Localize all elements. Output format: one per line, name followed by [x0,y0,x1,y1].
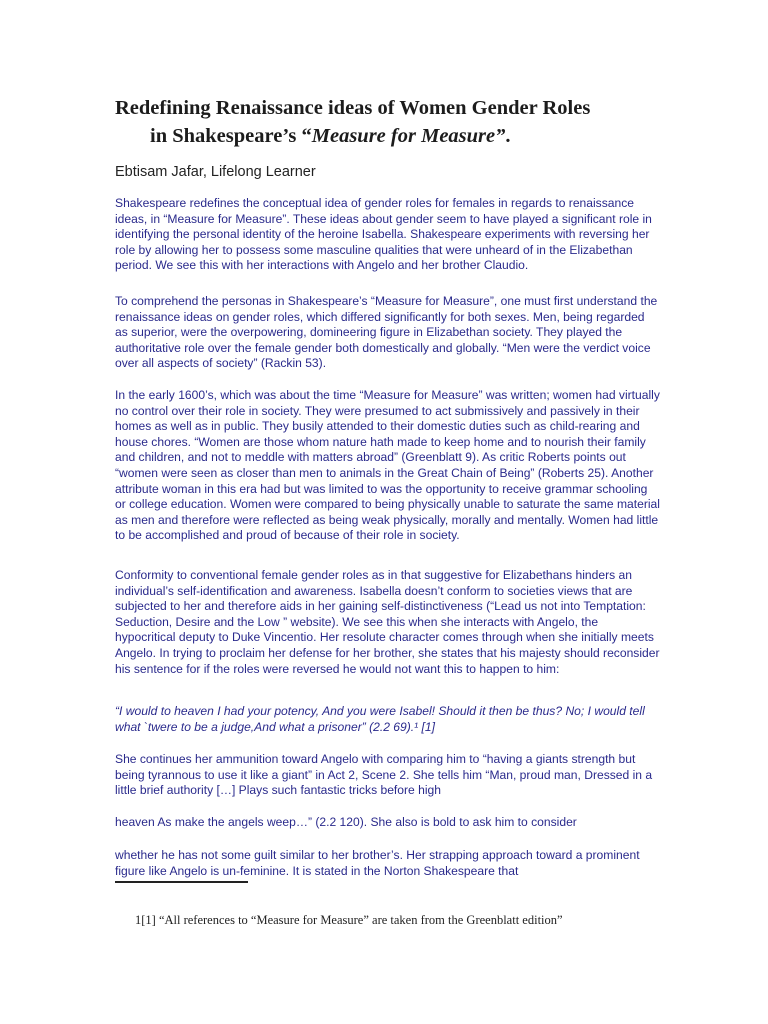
quote-paragraph: “I would to heaven I had your potency, And you were Isabel! Should it then be thus? No; I would tell what `twere to be a judge,And what a prisoner” (2.2 69).¹ [1] [115,704,645,734]
paragraph-7: whether he has not some guilt similar to her brother’s. Her strapping approach toward a prominent figure like Angelo is un-feminine. It is stated in the Norton Shakespeare that [115,848,640,878]
author-line: Ebtisam Jafar, Lifelong Learner [115,164,316,180]
title-line-2-prefix: in Shakespeare’s “ [150,125,312,147]
paragraph-2: To comprehend the personas in Shakespeare’s “Measure for Measure”, one must first understand the renaissance ideas on gender roles, which differed significantly for both sexes. Men, being regarded as superior, were the overpowering, domineering figure in Elizabethan society. They played the authoritative role over the female gender both domestically and globally. “Men were the verdict voice over all aspects of society” (Rackin 53). [115,294,658,371]
paragraph-5: She continues her ammunition toward Angelo with comparing him to “having a giants strength but being tyrannous to use it like a giant” in Act 2, Scene 2. She tells him “Man, proud man, Dressed in a little brief authority […] Plays such fantastic tricks before high [115,752,653,798]
paragraph-4: Conformity to conventional female gender roles as in that suggestive for Elizabethans hinders an individual’s self-identification and awareness. Isabella doesn’t conform to societies views that are subjected to her and therefore aids in her gaining self-distinctiveness (“Lead us not into Temptation: Seduction, Desire and the Low ” website). We see this when she interacts with Angelo, the hypocritical deputy to Duke Vincentio. Her resolute character comes through when she initially meets Angelo. In trying to proclaim her defense for her brother, she states that his majesty should reconsider his sentence for if the roles were reversed he would not want this to happen to him: [115,568,660,676]
footnote-separator [115,881,248,883]
document-title [115,94,675,150]
title-line-1: Redefining Renaissance ideas of Women Gender Roles [115,97,591,119]
title-line-2 [115,122,675,150]
footnote: 1[1] “All references to “Measure for Measure” are taken from the Greenblatt edition” [135,913,563,927]
title-line-2-suffix: . [505,125,511,147]
paragraph-1: Shakespeare redefines the conceptual idea of gender roles for females in regards to renaissance ideas, in “Measure for Measure”. These ideas about gender seem to have played a significant role in identifying the personal identity of the heroine Isabella. Shakespeare experiments with reversing her role by allowing her to possess some masculine qualities that were unheard of in the Elizabethan period. We see this with her interactions with Angelo and her brother Claudio. [115,196,652,273]
paragraph-6: heaven As make the angels weep…” (2.2 120). She also is bold to ask him to consider [115,815,577,829]
paragraph-3: In the early 1600’s, which was about the time “Measure for Measure” was written; women had virtually no control over their role in society. They were presumed to act submissively and passively in their homes as well as in public. They busily attended to their domestic duties such as child-rearing and house chores. “Women are those whom nature hath made to keep home and to nourish their family and children, and not to meddle with matters abroad” (Greenblatt 9). As critic Roberts points out “women were seen as closer than men to animals in the Great Chain of Being” (Roberts 25). Another attribute woman in this era had but was limited to was the opportunity to receive grammar schooling or college education. Women were compared to being physically unable to saturate the same material as men and therefore were reflected as being weak physically, morally and mentally. Women had little to be accomplished and proud of because of their role in society. [115,388,660,543]
title-play-name: Measure for Measure” [311,125,506,147]
